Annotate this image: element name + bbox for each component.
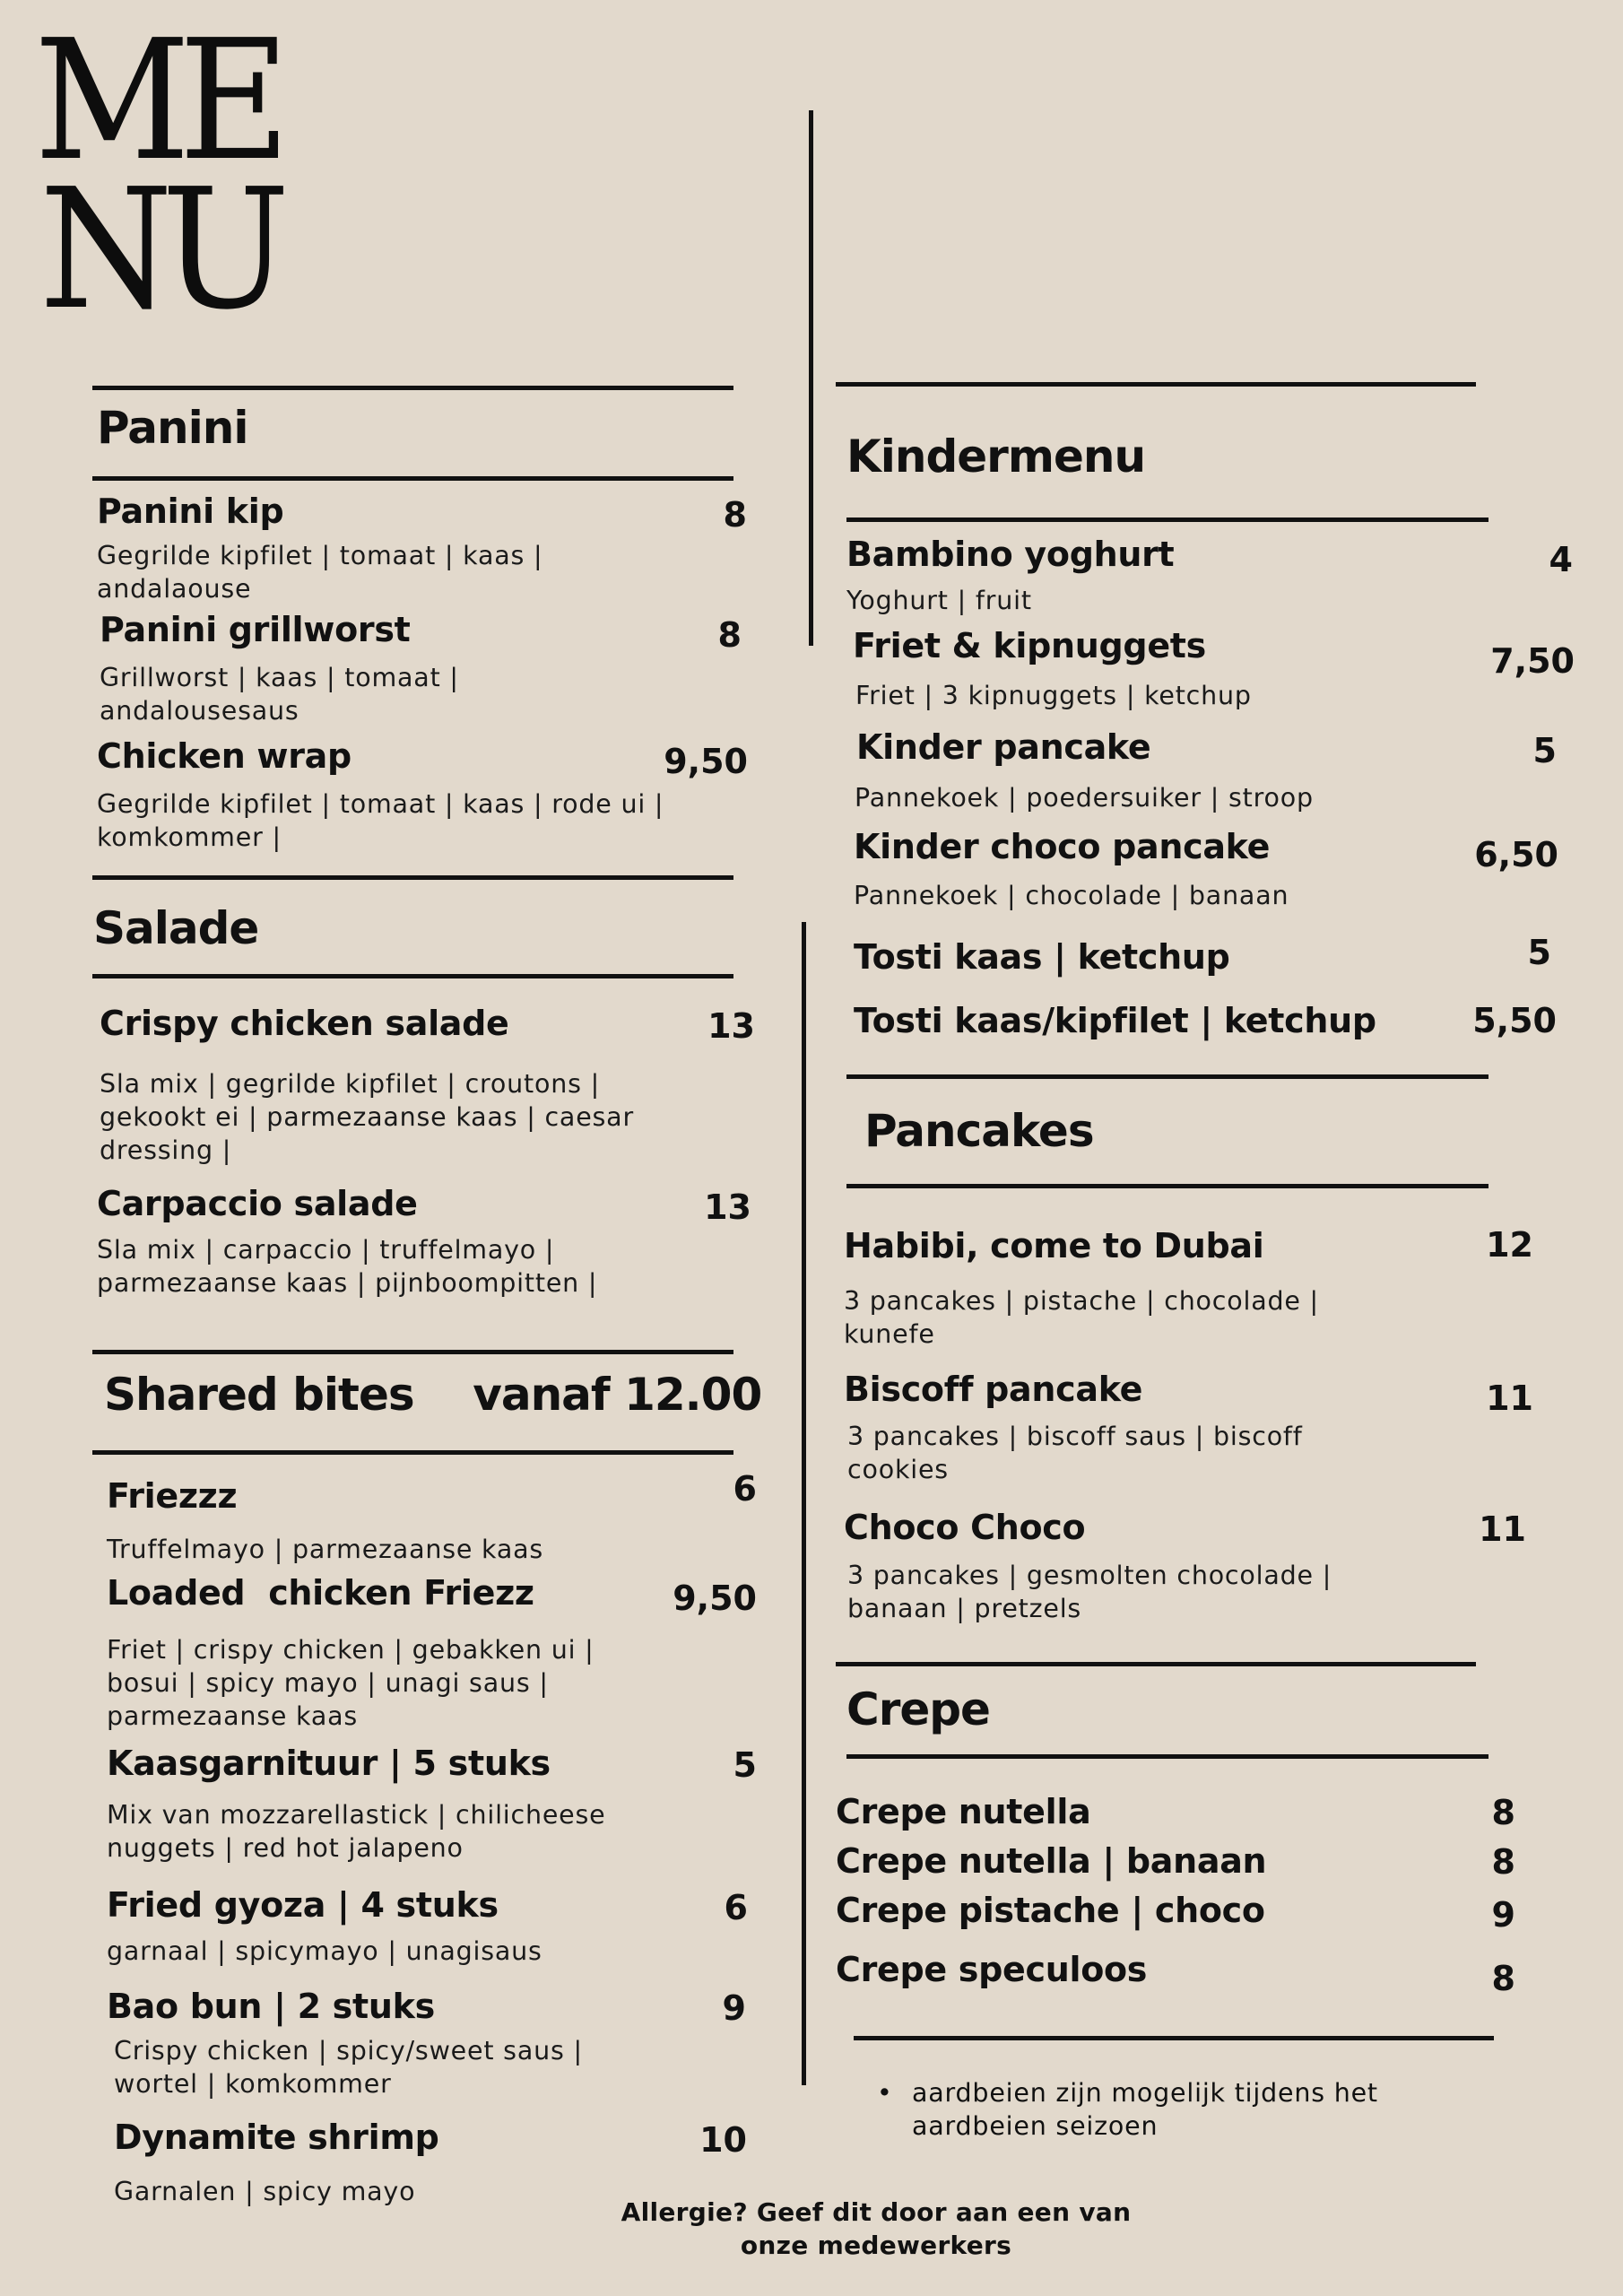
allergy-notice-line-2: onze medewerkers [740,2231,1012,2260]
item-description: 3 pancakes | biscoff saus | biscoff cookies [847,1422,1303,1484]
item-name: Friet & kipnuggets [853,626,1206,665]
item-description: Crispy chicken | spicy/sweet saus | wortel | komkommer [114,2036,583,2099]
item-description: Friet | 3 kipnuggets | ketchup [855,681,1252,710]
note-text: aardbeien zijn mogelijk tijdens het aardbeien seizoen [912,2078,1378,2141]
divider [92,974,733,978]
item-price: 5 [1532,731,1557,770]
item-name: Fried gyoza | 4 stuks [107,1885,499,1925]
item-description: garnaal | spicymayo | unagisaus [107,1936,542,1966]
item-name: Crepe pistache | choco [836,1891,1265,1930]
item-description: Pannekoek | chocolade | banaan [854,881,1289,910]
item-price: 6 [733,1469,757,1509]
item-name: Loaded chicken Friezz [107,1573,534,1613]
item-price: 9 [722,1988,746,2028]
item-price: 4 [1549,540,1573,579]
item-name: Crispy chicken salade [100,1004,509,1043]
item-name: Choco Choco [844,1508,1086,1547]
item-name: Panini kip [97,491,284,531]
item-price: 13 [707,1006,755,1046]
item-price: 10 [699,2120,747,2160]
item-description: Gegrilde kipfilet | tomaat | kaas | andalaouse [97,541,543,604]
divider [836,1662,1476,1666]
divider [92,476,733,481]
item-name: Habibi, come to Dubai [844,1226,1264,1265]
item-price: 8 [717,615,742,655]
item-name: Kaasgarnituur | 5 stuks [107,1744,551,1783]
item-name: Kinder choco pancake [854,827,1271,866]
item-name: Friezzz [107,1476,238,1516]
item-name: Crepe nutella | banaan [836,1841,1267,1881]
section-title-shared-bites: Shared bites vanaf 12.00 [104,1369,762,1421]
divider [846,1074,1488,1079]
item-price: 5,50 [1472,1001,1557,1040]
divider [92,1450,733,1455]
item-description: Sla mix | gegrilde kipfilet | croutons | gekookt ei | parmezaanse kaas | caesar dressing | [100,1069,634,1165]
item-price: 8 [723,495,747,535]
item-description: Mix van mozzarellastick | chilicheese nuggets | red hot jalapeno [107,1800,606,1863]
item-price: 5 [1527,933,1551,972]
item-price: 9,50 [673,1578,757,1618]
item-price: 6,50 [1474,835,1558,874]
section-title-panini: Panini [97,402,248,454]
item-price: 13 [704,1187,751,1227]
item-price: 9,50 [664,742,748,781]
item-description: Friet | crispy chicken | gebakken ui | bosui | spicy mayo | unagi saus | parmezaanse kaas [107,1635,595,1731]
item-price: 12 [1486,1225,1533,1265]
item-description: Garnalen | spicy mayo [114,2177,416,2206]
section-title-pancakes: Pancakes [864,1105,1094,1157]
item-price: 9 [1491,1895,1515,1935]
item-name: Bambino yoghurt [846,535,1175,574]
item-name: Biscoff pancake [844,1370,1143,1409]
divider [92,1350,733,1354]
item-name: Panini grillworst [100,610,411,649]
item-price: 7,50 [1490,641,1575,681]
item-price: 5 [733,1745,757,1785]
menu-logo-line-1: ME [34,4,279,197]
item-description: Sla mix | carpaccio | truffelmayo | parmezaanse kaas | pijnboompitten | [97,1235,598,1298]
item-price: 6 [724,1888,748,1927]
item-name: Bao bun | 2 stuks [107,1987,435,2026]
allergy-notice-line-1: Allergie? Geef dit door aan een van [621,2197,1132,2227]
item-price: 8 [1491,1793,1515,1832]
section-title-kindermenu: Kindermenu [846,430,1146,483]
item-name: Tosti kaas | ketchup [854,937,1230,977]
section-title-crepe: Crepe [846,1683,990,1735]
item-description: Grillworst | kaas | tomaat | andalousesaus [100,663,459,726]
item-price: 11 [1486,1378,1533,1418]
divider-vertical-bottom [802,922,806,2085]
item-name: Chicken wrap [97,736,352,776]
item-price: 11 [1479,1509,1526,1549]
item-description: Pannekoek | poedersuiker | stroop [855,783,1314,813]
item-price: 8 [1491,1842,1515,1882]
item-name: Kinder pancake [856,727,1151,767]
item-description: 3 pancakes | pistache | chocolade | kunefe [844,1286,1319,1349]
item-description: Yoghurt | fruit [846,586,1032,615]
item-name: Tosti kaas/kipfilet | ketchup [854,1001,1376,1040]
section-title-salade: Salade [93,902,259,954]
item-name: Crepe nutella [836,1792,1091,1831]
divider [854,2036,1494,2040]
divider [846,1184,1488,1188]
divider-vertical-top [809,110,813,646]
divider [846,517,1488,522]
divider [92,875,733,880]
item-description: Truffelmayo | parmezaanse kaas [107,1535,544,1564]
divider [846,1754,1488,1759]
item-name: Carpaccio salade [97,1184,418,1223]
divider [836,382,1476,387]
item-price: 8 [1491,1959,1515,1998]
note-bullet: • [877,2078,893,2108]
divider [92,386,733,390]
menu-logo-line-2: NU [39,152,279,346]
item-name: Crepe speculoos [836,1950,1148,1989]
item-description: Gegrilde kipfilet | tomaat | kaas | rode ui | komkommer | [97,789,664,852]
item-name: Dynamite shrimp [114,2118,439,2157]
item-description: 3 pancakes | gesmolten chocolade | banaan | pretzels [847,1561,1332,1623]
